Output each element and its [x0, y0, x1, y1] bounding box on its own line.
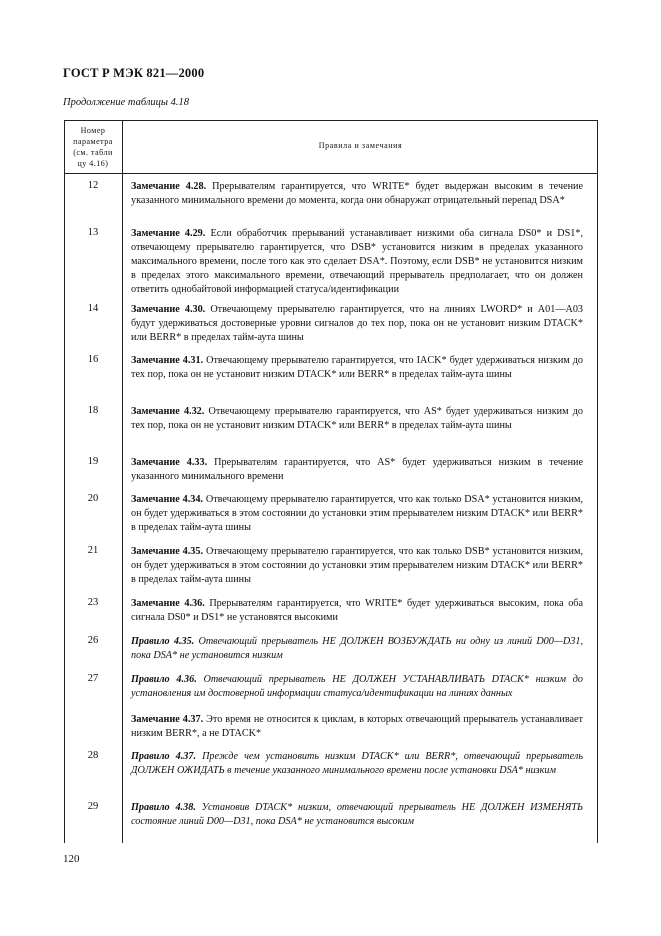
rule-label: Замечание 4.37. — [131, 714, 204, 725]
rule-body: Прерывателям гарантируется, что WRITE* будет выдержан высоким в течение указанного минимального времени до момента, когда они обнаружат отрицательный перепад DSA* — [131, 181, 584, 206]
rule-label: Замечание 4.29. — [131, 228, 206, 239]
rule-text — [131, 635, 583, 663]
rule-label: Правило 4.38. — [131, 802, 196, 813]
standard-title: ГОСТ Р МЭК 821—2000 — [63, 66, 205, 80]
param-number: 28 — [87, 750, 99, 761]
rule-text — [131, 456, 583, 484]
rule-body: Отвечающему прерывателю гарантируется, что как только DSA* установится низким, он будет удерживаться в этом состоянии до установки этим прерывателем низким DTACK* или BERR* в пределах тайм-аута шины — [131, 494, 584, 533]
rule-body: Это время не относится к циклам, в которых отвечающий прерыватель устанавливает низким BERR*, а не DTACK* — [131, 714, 583, 739]
rule-label: Замечание 4.35. — [131, 546, 204, 557]
param-header-line: Номер — [80, 126, 106, 135]
rule-label: Правило 4.35. — [131, 636, 195, 647]
param-number: 29 — [87, 801, 99, 812]
rule-text — [131, 227, 583, 297]
param-number: 12 — [87, 180, 99, 191]
rule-text — [131, 180, 583, 208]
rule-label: Замечание 4.34. — [131, 494, 203, 505]
rule-text — [131, 354, 583, 382]
rule-body: Установив DTACK* низким, отвечающий прерыватель НЕ ДОЛЖЕН ИЗМЕНЯТЬ состояние линий D00—D31, пока DSA* не установится высоким — [131, 802, 584, 827]
param-number: 14 — [87, 303, 99, 314]
table-continuation-caption: Продолжение таблицы 4.18 — [63, 97, 190, 108]
rule-body: Отвечающему прерывателю гарантируется, что IACK* будет удерживаться низким до тех пор, пока он не установит низким DTACK* или BERR* в пределах тайм-аута шины — [131, 355, 583, 380]
rules-header: Правила и замечания — [318, 141, 403, 150]
rule-text — [131, 713, 583, 741]
rule-text — [131, 673, 583, 701]
param-number-header — [66, 125, 120, 169]
rule-body: Прерывателям гарантируется, что WRITE* будет удерживаться высоким, пока оба сигнала DS0* и DS1* не установятся высокими — [131, 598, 583, 623]
rule-label: Замечание 4.28. — [131, 181, 207, 192]
param-number: 13 — [87, 227, 99, 238]
param-number: 21 — [87, 545, 99, 556]
rule-label: Правило 4.36. — [131, 674, 197, 685]
rule-body: Отвечающий прерыватель НЕ ДОЛЖЕН УСТАНАВЛИВАТЬ DTACK* низким до установления им достоверной информации статуса/идентификации на линиях данных — [131, 674, 584, 699]
rule-label: Замечание 4.32. — [131, 406, 205, 417]
rule-body: Прерывателям гарантируется, что AS* будет удерживаться низким в течение указанного минимального времени — [131, 457, 584, 482]
rule-text — [131, 597, 583, 625]
rule-text — [131, 303, 583, 345]
rule-text — [131, 750, 583, 778]
param-number: 18 — [87, 405, 99, 416]
page-number: 120 — [63, 853, 80, 865]
rule-text — [131, 801, 583, 829]
rule-body: Прежде чем установить низким DTACK* или BERR*, отвечающий прерыватель ДОЛЖЕН ОЖИДАТЬ в течение указанного минимального времени после установки DSA* низким — [131, 751, 584, 776]
rule-label: Замечание 4.30. — [131, 304, 206, 315]
param-number: 23 — [87, 597, 99, 608]
rule-text — [131, 405, 583, 433]
rule-body: Отвечающему прерывателю гарантируется, что как только DSB* установится низким, он будет удерживаться в этом состоянии до установки этим прерывателем низким DTACK* или BERR* в пределах тайм-аута шины — [131, 546, 584, 585]
param-number: 19 — [87, 456, 99, 467]
rule-label: Замечание 4.33. — [131, 457, 208, 468]
param-number: 20 — [87, 493, 99, 504]
rule-text — [131, 545, 583, 587]
rule-label: Замечание 4.36. — [131, 598, 205, 609]
param-number: 16 — [87, 354, 99, 365]
rule-body: Отвечающему прерывателю гарантируется, что на линиях LWORD* и А01—А03 будут удерживаться достоверные уровни сигналов до тех пор, пока он не установит низким DTACK* или BERR* в пределах тайм-аута шины — [131, 304, 584, 343]
param-header-line: параметра — [73, 137, 113, 146]
rule-body: Отвечающему прерывателю гарантируется, что AS* будет удерживаться низким до тех пор, пока он не установит низким DTACK* или BERR* в пределах тайм-аута шины — [131, 406, 583, 431]
rule-body: Отвечающий прерыватель НЕ ДОЛЖЕН ВОЗБУЖДАТЬ ни одну из линий D00—D31, пока DSA* не установится низким — [131, 636, 584, 661]
param-header-line: (см. табли — [73, 148, 113, 157]
rule-text — [131, 493, 583, 535]
param-number: 27 — [87, 673, 99, 684]
rule-body: Если обработчик прерываний устанавливает низкими оба сигнала DS0* и DS1*, отвечающему прерывателю гарантируется, что DSB* установится низким в пределах указанного максимального времени, после того как это сделает DSA*. Поэтому, если DSB* не установится низким в пределах этого максимального времени, отвечающий прерыватель предполагает, что он должен ответить однобайтовой информацией статуса/идентификации — [131, 228, 583, 295]
header-divider — [64, 173, 598, 174]
param-header-line: цу 4.16) — [77, 159, 109, 168]
rule-label: Замечание 4.31. — [131, 355, 204, 366]
param-number: 26 — [87, 635, 99, 646]
column-divider — [122, 120, 123, 843]
rule-label: Правило 4.37. — [131, 751, 197, 762]
